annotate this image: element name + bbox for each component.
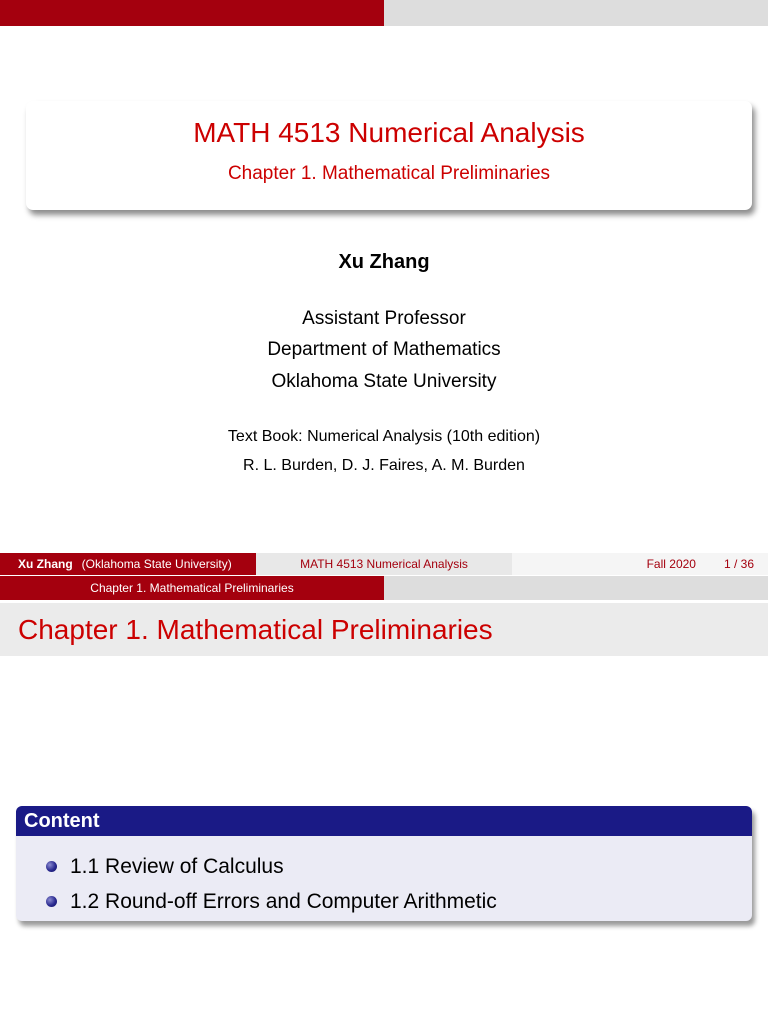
footer-title: MATH 4513 Numerical Analysis xyxy=(256,553,512,575)
frame-title: Chapter 1. Mathematical Preliminaries xyxy=(0,603,768,656)
footer-right-box xyxy=(512,553,768,575)
footer-page-number: 1 / 36 xyxy=(723,557,754,571)
textbook-title: Text Book: Numerical Analysis (10th edition) xyxy=(227,428,541,445)
affiliation-position: Assistant Professor xyxy=(302,308,466,329)
author-name: Xu Zhang xyxy=(338,251,430,273)
top-header-bar xyxy=(0,0,768,26)
textbook-authors: R. L. Burden, D. J. Faires, A. M. Burden xyxy=(243,457,525,474)
footer-author: Xu Zhang xyxy=(18,557,73,571)
list-item-text: 1.2 Round-off Errors and Computer Arithmetic xyxy=(70,890,497,913)
content-block xyxy=(16,806,752,921)
section-header-bar xyxy=(0,576,768,600)
header-bar-red xyxy=(0,0,384,26)
list-item xyxy=(16,884,752,919)
list-item-text: 1.1 Review of Calculus xyxy=(70,855,284,878)
presentation-subtitle: Chapter 1. Mathematical Preliminaries xyxy=(227,163,551,184)
footer-institute: (Oklahoma State University) xyxy=(81,557,232,571)
footer-date: Fall 2020 xyxy=(646,557,696,571)
presentation-title: MATH 4513 Numerical Analysis xyxy=(193,117,585,148)
bullet-icon xyxy=(46,896,57,907)
affiliation-department: Department of Mathematics xyxy=(267,339,501,360)
section-bar-gray xyxy=(384,576,768,600)
section-name: Chapter 1. Mathematical Preliminaries xyxy=(0,576,384,600)
footer-author-box xyxy=(0,553,256,575)
header-bar-gray xyxy=(384,0,768,26)
list-item xyxy=(16,849,752,884)
affiliation-university: Oklahoma State University xyxy=(271,371,497,392)
content-block-title: Content xyxy=(16,806,752,836)
content-list xyxy=(16,849,752,919)
slide-footer xyxy=(0,553,768,575)
title-box xyxy=(26,101,752,210)
bullet-icon xyxy=(46,861,57,872)
